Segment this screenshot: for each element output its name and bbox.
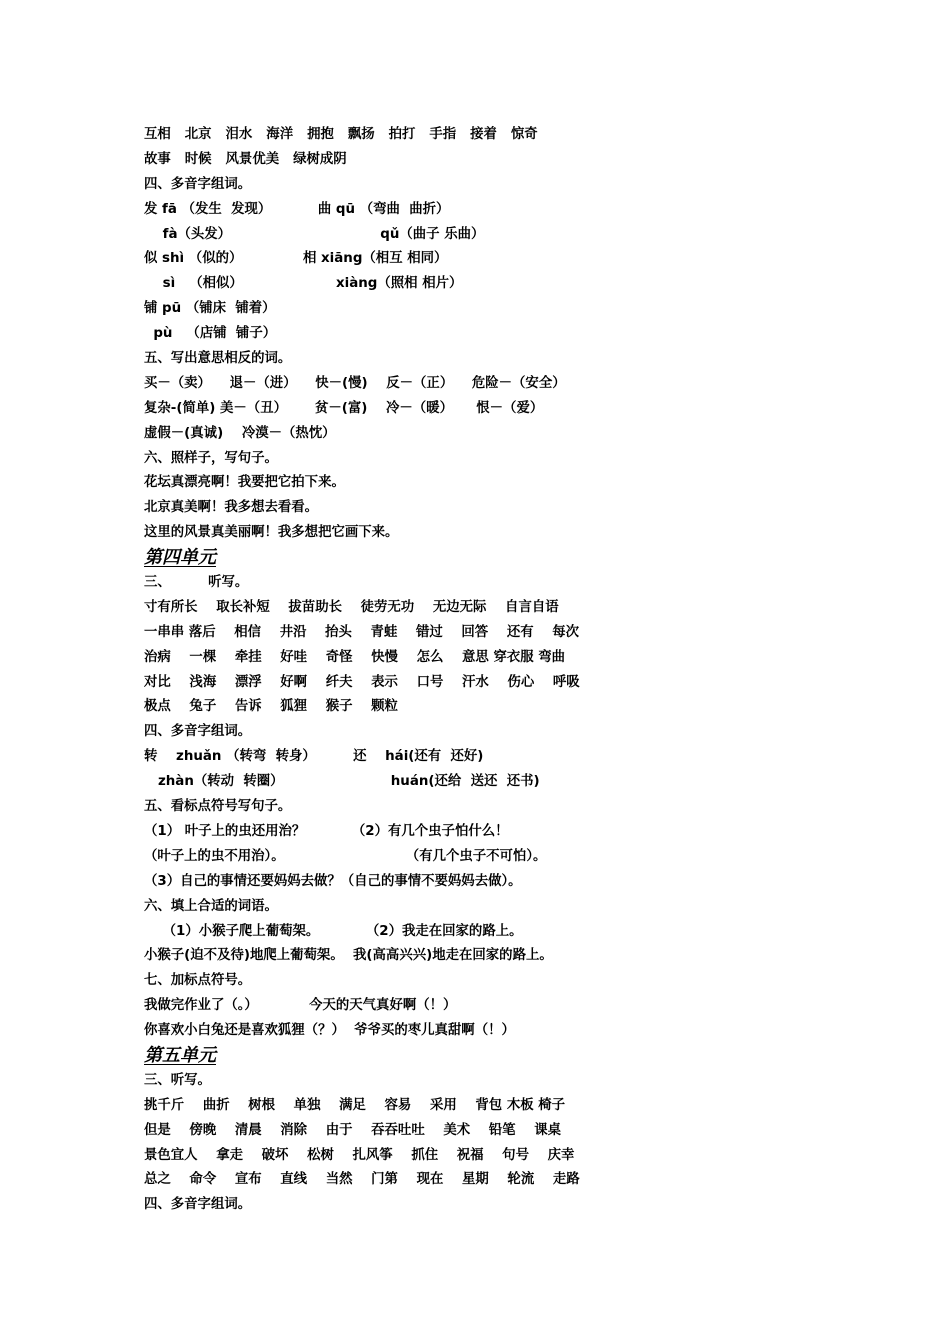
section-heading: 四、多音字组词。 [144,176,252,192]
unit-heading: 第四单元 [144,547,216,569]
text-line: 发 fā （发生 发现） 曲 qū （弯曲 曲折） [144,201,450,217]
text-line: 虚假－(真诚) 冷漠－（热忱） [144,425,336,441]
text-line: 对比 浅海 漂浮 好啊 纤夫 表示 口号 汗水 伤心 呼吸 [144,674,580,690]
text-line: 似 shì （似的） 相 xiāng（相互 相同） [144,251,448,267]
section-heading: 三、听写。 [144,1072,211,1088]
text-line: pù （店铺 铺子） [144,326,277,342]
section-heading: 六、照样子，写句子。 [144,450,278,466]
text-line: 总之 命令 宣布 直线 当然 门第 现在 星期 轮流 走路 [144,1172,580,1188]
text-line: 小猴子(迫不及待)地爬上葡萄架。 我(高高兴兴)地走在回家的路上。 [144,948,553,964]
unit-heading: 第五单元 [144,1044,216,1066]
text-line: sì （相似） xiàng（照相 相片） [144,276,463,292]
text-line: 互相 北京 泪水 海洋 拥抱 飘扬 拍打 手指 接着 惊奇 [144,127,538,142]
section-heading: 三、 听写。 [144,575,249,591]
text-line: 这里的风景真美丽啊！我多想把它画下来。 [144,525,399,541]
text-line: 寸有所长 取长补短 拔苗助长 徒劳无功 无边无际 自言自语 [144,599,559,615]
text-line: 景色宜人 拿走 破坏 松树 扎风筝 抓住 祝福 句号 庆幸 [144,1147,575,1163]
text-line: （叶子上的虫不用治）。 （有几个虫子不可怕）。 [144,848,547,864]
section-heading: 四、多音字组词。 [144,1197,252,1213]
text-line: 极点 兔子 告诉 狐狸 猴子 颗粒 [144,699,398,715]
text-line: 治病 一棵 牵挂 好哇 奇怪 快慢 怎么 意思 穿衣服 弯曲 [144,649,566,665]
section-heading: 六、填上合适的词语。 [144,898,278,914]
section-heading: 七、加标点符号。 [144,973,252,989]
text-line: 复杂-(简单) 美－（丑） 贫－(富) 冷－（暖） 恨－（爱） [144,400,544,416]
text-line: （1） 叶子上的虫还用治？ （2）有几个虫子怕什么！ [144,823,509,839]
text-line: 但是 傍晚 清晨 消除 由于 吞吞吐吐 美术 铅笔 课桌 [144,1122,561,1138]
text-line: （1）小猴子爬上葡萄架。 （2）我走在回家的路上。 [144,923,523,939]
text-line: 一串串 落后 相信 井沿 抬头 青蛙 错过 回答 还有 每次 [144,624,580,640]
text-line: 买－（卖） 退－（进） 快－(慢) 反－（正） 危险－（安全） [144,375,566,391]
text-line: 我做完作业了（。） 今天的天气真好啊（！） [144,998,457,1014]
text-line: 转 zhuǎn （转弯 转身） 还 hái(还有 还好) [144,749,484,765]
text-line: zhàn（转动 转圈） huán(还给 送还 还书) [144,774,540,790]
section-heading: 五、看标点符号写句子。 [144,799,292,815]
text-line: 故事 时候 风景优美 绿树成阴 [144,151,347,167]
document-page [144,123,864,1218]
section-heading: 四、多音字组词。 [144,724,252,740]
text-line: 北京真美啊！我多想去看看。 [144,500,319,516]
text-line: （3）自己的事情还要妈妈去做？（自己的事情不要妈妈去做）。 [144,873,522,889]
section-heading: 五、写出意思相反的词。 [144,351,292,367]
text-line: 你喜欢小白兔还是喜欢狐狸（？） 爷爷买的枣儿真甜啊（！） [144,1023,515,1039]
text-line: 铺 pū （铺床 铺着） [144,301,276,317]
text-line: 花坛真漂亮啊！我要把它拍下来。 [144,475,345,491]
text-line: fà（头发） qǔ（曲子 乐曲） [144,226,485,242]
text-line: 挑千斤 曲折 树根 单独 满足 容易 采用 背包 木板 椅子 [144,1097,566,1113]
